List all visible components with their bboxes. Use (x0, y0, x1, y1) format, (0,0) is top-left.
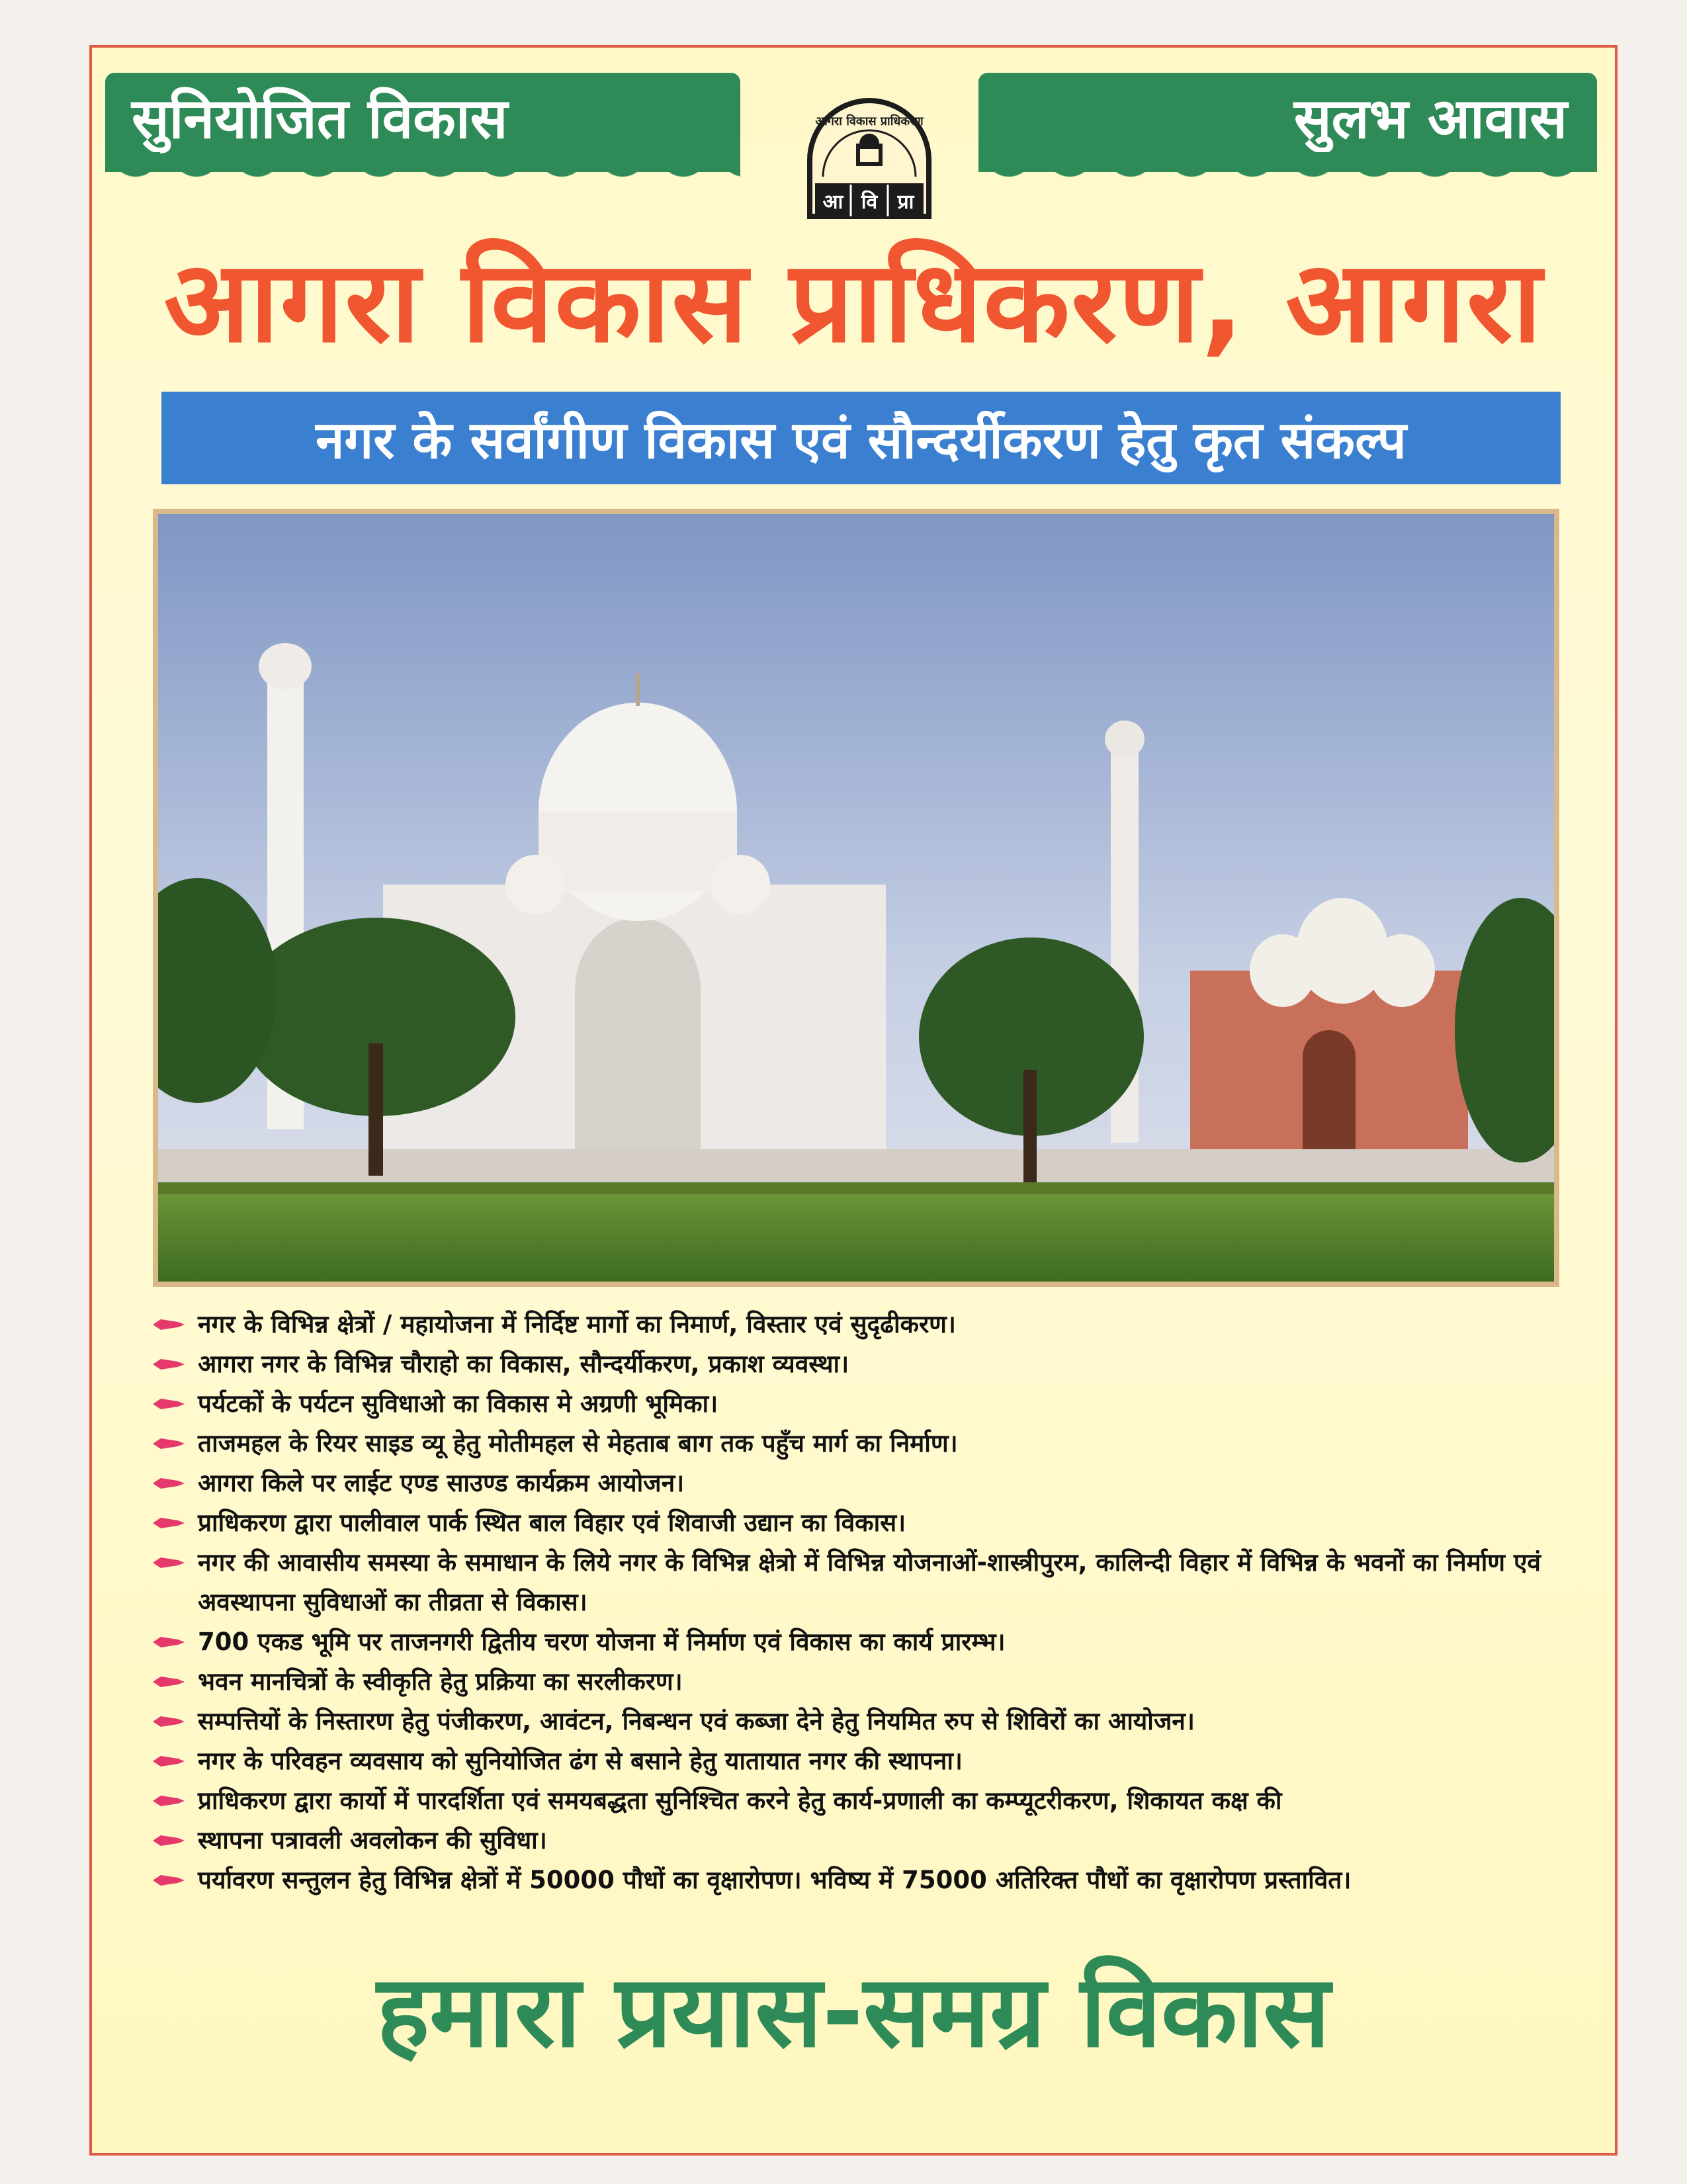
point-text: नगर के परिवहन व्यवसाय को सुनियोजित ढंग से बसाने हेतु यातायात नगर की स्थापना। (198, 1747, 963, 1775)
list-item (151, 1781, 1569, 1821)
pointing-hand-icon (151, 1753, 186, 1770)
list-item (151, 1424, 1569, 1463)
logo-letter-1: आ (822, 191, 844, 214)
list-item (151, 1662, 1569, 1702)
pointing-hand-icon (151, 1435, 186, 1452)
list-item (151, 1384, 1569, 1424)
logo-letter-3: प्रा (897, 191, 914, 214)
point-text: प्राधिकरण द्वारा पालीवाल पार्क स्थित बाल विहार एवं शिवाजी उद्यान का विकास। (198, 1508, 906, 1537)
point-text: स्थापना पत्रावली अवलोकन की सुविधा। (198, 1826, 547, 1855)
right-banner-text: सुलभ आवास (1293, 86, 1567, 151)
pointing-hand-icon (151, 1475, 186, 1492)
right-banner (978, 73, 1597, 172)
point-text: आगरा किले पर लाईट एण्ड साउण्ड कार्यक्रम आयोजन। (198, 1469, 685, 1497)
taj-mahal-image (158, 514, 1554, 1282)
left-banner-text: सुनियोजित विकास (132, 86, 508, 151)
point-text: सम्पत्तियों के निस्तारण हेतु पंजीकरण, आवंटन, निबन्धन एवं कब्जा देने हेतु नियमित रुप से शिविरों का आयोजन। (198, 1707, 1195, 1735)
left-banner (105, 73, 740, 172)
list-item (151, 1344, 1569, 1384)
list-item (151, 1543, 1569, 1622)
pointing-hand-icon (151, 1395, 186, 1413)
development-points-list (151, 1305, 1569, 1900)
list-item (151, 1305, 1569, 1344)
tagline-bar: नगर के सर्वांगीण विकास एवं सौन्दर्यीकरण हेतु कृत संकल्प (161, 392, 1561, 484)
point-text: पर्यटकों के पर्यटन सुविधाओ का विकास मे अग्रणी भूमिका। (198, 1389, 718, 1418)
list-item (151, 1860, 1569, 1900)
point-text: पर्यावरण सन्तुलन हेतु विभिन्न क्षेत्रों में 50000 पौधों का वृक्षारोपण। भविष्य में 75000 अतिरिक्त पौधों का वृक्षारोपण प्रस्तावित। (198, 1866, 1352, 1894)
pointing-hand-icon (151, 1792, 186, 1810)
point-text: आगरा नगर के विभिन्न चौराहो का विकास, सौन्दर्यीकरण, प्रकाश व्यवस्था। (198, 1350, 849, 1378)
point-text: ताजमहल के रियर साइड व्यू हेतु मोतीमहल से मेहताब बाग तक पहुँच मार्ग का निर्माण। (198, 1429, 958, 1458)
point-text: 700 एकड भूमि पर ताजनगरी द्वितीय चरण योजना में निर्माण एवं विकास का कार्य प्रारम्भ। (198, 1628, 1006, 1656)
pointing-hand-icon (151, 1356, 186, 1373)
pointing-hand-icon (151, 1872, 186, 1889)
page-title: आगरा विकास प्राधिकरण, आगरा (163, 237, 1543, 368)
point-text: भवन मानचित्रों के स्वीकृति हेतु प्रक्रिया का सरलीकरण। (198, 1667, 683, 1696)
list-item (151, 1503, 1569, 1543)
logo-top-text: आगरा विकास प्राधिकरण (815, 114, 924, 128)
pointing-hand-icon (151, 1713, 186, 1730)
logo-emblem-icon (803, 97, 935, 223)
poster (89, 45, 1618, 2156)
pointing-hand-icon (151, 1316, 186, 1333)
footer-slogan: हमारा प्रयास-समग्र विकास (376, 1954, 1330, 2070)
list-item (151, 1821, 1569, 1860)
logo-letter-2: वि (861, 191, 878, 214)
point-text: नगर के विभिन्न क्षेत्रों / महायोजना में निर्दिष्ट मार्गो का निमार्ण, विस्तार एवं सुदृढीकरण। (198, 1310, 956, 1338)
pointing-hand-icon (151, 1554, 186, 1571)
taj-mahal-photo (158, 514, 1554, 1282)
authority-logo (803, 97, 935, 223)
pointing-hand-icon (151, 1634, 186, 1651)
pointing-hand-icon (151, 1832, 186, 1849)
pointing-hand-icon (151, 1673, 186, 1690)
list-item (151, 1702, 1569, 1741)
pointing-hand-icon (151, 1514, 186, 1532)
point-text: प्राधिकरण द्वारा कार्यो में पारदर्शिता एवं समयबद्धता सुनिश्चित करने हेतु कार्य-प्रणाली का कम्प्यूटरीकरण, शिकायत कक्ष की (198, 1786, 1282, 1815)
point-text: नगर की आवासीय समस्या के समाधान के लिये नगर के विभिन्न क्षेत्रो में विभिन्न योजनाओं-शास्त्रीपुरम, कालिन्दी विहार में विभिन्न के भवनों का निर्माण एवं अवस्थापना सुविधाओं का तीव्रता से विकास। (198, 1548, 1541, 1616)
list-item (151, 1622, 1569, 1662)
list-item (151, 1741, 1569, 1781)
list-item (151, 1463, 1569, 1503)
